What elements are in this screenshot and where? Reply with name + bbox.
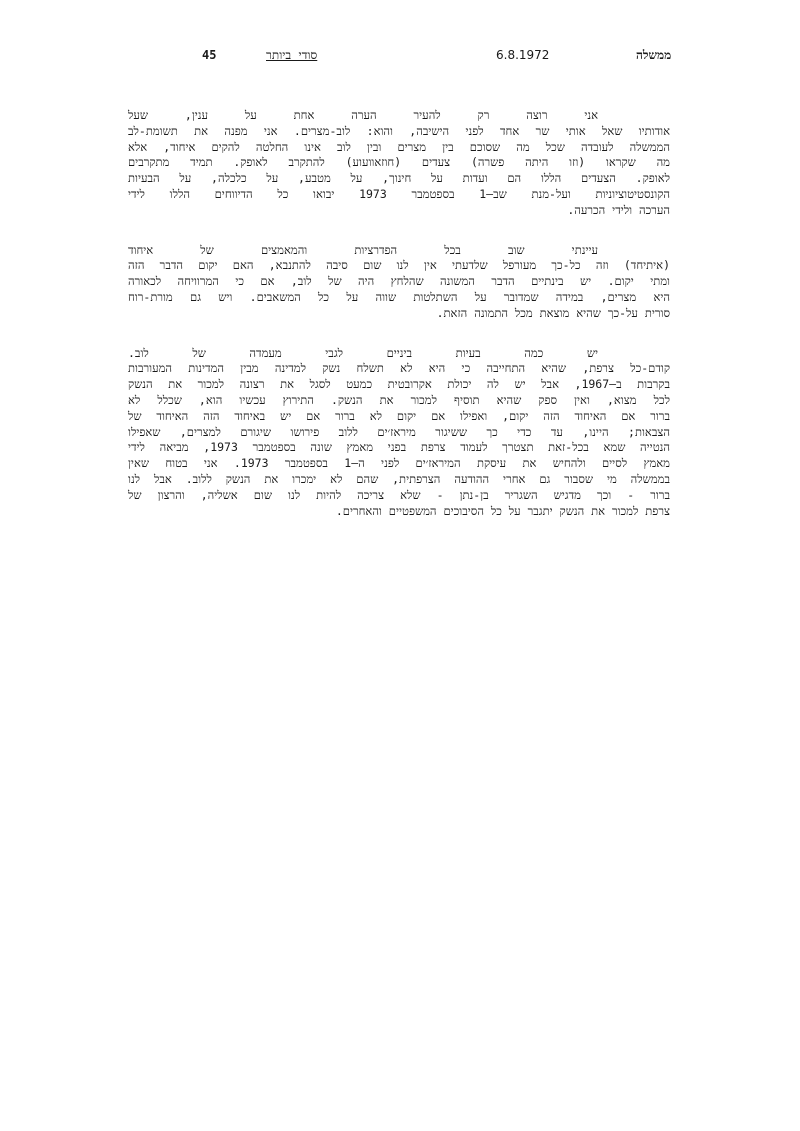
text-line: בממשלה מי שסבור גם אחרי ההודעה הצרפתית, שהם לא ימכרו את הנשק ללוב. אבל לנו [128, 471, 670, 486]
text-line: סורית על-כך שהיא מוצאת מכל התמונה הזאת. [436, 305, 670, 320]
text-line: צרפת למכור את הנשק יתגבר על כל הסיבוכים המשפטיים והאחרים. [335, 503, 670, 518]
text-line: הממשלה לעובדה שכל מה שסוכם בין מצרים ובין לוב אינו החלטה להקים איחוד, אלא [128, 139, 670, 154]
paragraph-libya-status [128, 346, 670, 520]
text-line: ברור אם האיחוד הזה יקום, ואפילו אם יקום לא ברור אם יש באיחוד הזה האיחוד של [128, 408, 670, 423]
text-line: בקרבות ב–1967, אבל יש לה יכולת אקרובטית כמעט לסגל את רצונה למכור את הנשק [128, 377, 670, 392]
text-line: הנטייה שמא בכל-זאת תצטרך לעמוד צרפת בפני מאמץ שונה בספטמבר 1973, מביאה לידי [128, 440, 671, 455]
text-line: מאמץ לסיים ולהחיש את עיסקת המיראז׳ים לפני ה–1 בספטמבר 1973. אני בטוח שאין [128, 456, 670, 471]
text-line: מה שקראו (וזו היתה פשרה) צעדים (חוזאוועוע) להתקרב לאופק. תמיד מתקרבים [128, 155, 670, 170]
paragraph-federations [128, 243, 670, 322]
text-line: היא מצרים, במידה שמדובר על השתלטות שווה על כל המשאבים. ויש גם מורת-רוח [128, 289, 670, 304]
text-line: יש כמה בעיות ביניים לגבי מעמדה של לוב. [128, 345, 598, 360]
text-line: ומתי יקום. יש בינתיים הדבר המשונה שהלחץ היה של לוב, אם כי המרוויחה לכאורה [128, 274, 670, 289]
page-header [0, 48, 800, 68]
text-line: (איתיחד) וזה כל-כך מעורפל שלדעתי אין לנו שום סיבה להתנבא, האם יקום הדבר הזה [128, 258, 670, 273]
text-line: אני רוצה רק להעיר הערה אחת על ענין, שעל [128, 108, 598, 122]
page-number: 45 [202, 48, 217, 62]
text-line: לאופק. הצעדים הללו הם ועדות על חינוך, על מטבע, על כלכלה, על הבעיות [128, 171, 670, 186]
document-date: 6.8.1972 [496, 48, 550, 62]
text-line: הערכה ולידי הכרעה. [567, 202, 670, 217]
text-line: הצבאות; היינו, עד כדי כך ששיגור מיראז׳ים ללוב פירושו שיגורם למצרים, שאפילו [128, 424, 670, 439]
classification-label: סודי ביותר [266, 48, 318, 62]
text-line: ברור - וכך מדגיש השגריר בן-נתן - שלא צריכה להיות לנו שום אשליה, והרצון של [128, 487, 670, 502]
text-line: הקונסטיטוציוניות ועל-מנת שב–1 בספטמבר 1973 יבואו כל הדיווחים הללו לידי [128, 186, 670, 201]
text-line: לכל מצוא, ואין ספק שהיא תוסיף למכור את הנשק. התירוץ עכשיו הוא, שכלל לא [128, 392, 670, 407]
text-line: קודם-כל צרפת, שהיא התחייבה כי היא לא תשלח נשק למדינה מבין המדינות המעורבות [128, 361, 670, 376]
organization-label: ממשלה [636, 48, 672, 62]
paragraph-libya-egypt-union [128, 108, 670, 219]
text-line: עיינתי שוב בכל הפדרציות והמאמצים של איחוד [128, 242, 598, 257]
document-body [128, 108, 670, 543]
text-line: אודותיו שאל אותי שר אחד לפני הישיבה, והוא: לוב-מצרים. אני מפנה את תשומת-לב [128, 123, 670, 138]
